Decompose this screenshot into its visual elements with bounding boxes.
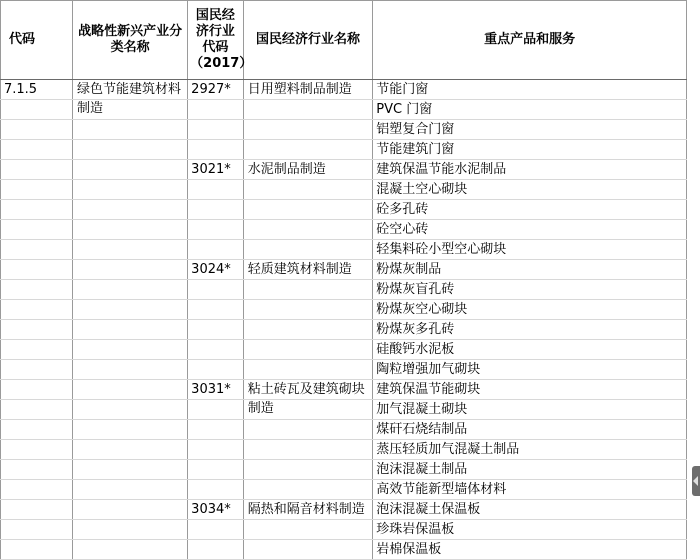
table-row: [1, 460, 687, 480]
cell-gb-code[interactable]: [188, 180, 244, 200]
table-row: [1, 120, 687, 140]
cell-gb-name[interactable]: [243, 100, 373, 120]
cell-category[interactable]: [72, 540, 187, 560]
cell-product[interactable]: 煤矸石烧结制品: [373, 420, 687, 440]
wrapped-cell-text: 粘土砖瓦及建筑砌块制造: [247, 382, 365, 416]
cell-product[interactable]: 陶粒增强加气砌块: [373, 360, 687, 380]
cell-gb-name[interactable]: [243, 440, 373, 460]
cell-gb-code[interactable]: 3024*: [188, 260, 244, 280]
cell-gb-name[interactable]: [243, 80, 373, 100]
cell-code[interactable]: [1, 380, 73, 400]
table-row: [1, 440, 687, 460]
cell-gb-name[interactable]: [243, 540, 373, 560]
cell-gb-code[interactable]: [188, 420, 244, 440]
cell-code[interactable]: 7.1.5: [1, 80, 73, 100]
header-industry-name[interactable]: 战略性新兴产业分类名称: [72, 1, 187, 80]
cell-gb-code[interactable]: 2927*: [188, 80, 244, 100]
cell-product[interactable]: 节能门窗: [373, 80, 687, 100]
cell-category[interactable]: [72, 160, 187, 180]
cell-gb-name[interactable]: [243, 320, 373, 340]
cell-code[interactable]: [1, 340, 73, 360]
cell-code[interactable]: [1, 540, 73, 560]
table-row: [1, 500, 687, 520]
cell-code[interactable]: [1, 180, 73, 200]
cell-category[interactable]: [72, 220, 187, 240]
cell-product[interactable]: 粉煤灰盲孔砖: [373, 280, 687, 300]
table-row: [1, 160, 687, 180]
cell-gb-name[interactable]: [243, 220, 373, 240]
cell-product[interactable]: 轻集料砼小型空心砌块: [373, 240, 687, 260]
cell-gb-code[interactable]: [188, 100, 244, 120]
wrapped-cell-text: 轻质建筑材料制造: [247, 262, 352, 277]
cell-gb-code[interactable]: 3021*: [188, 160, 244, 180]
cell-product[interactable]: 混凝土空心砌块: [373, 180, 687, 200]
table-row: [1, 280, 687, 300]
cell-gb-code[interactable]: [188, 240, 244, 260]
cell-gb-code[interactable]: 3034*: [188, 500, 244, 520]
cell-gb-name[interactable]: [243, 420, 373, 440]
cell-gb-code[interactable]: [188, 440, 244, 460]
cell-category[interactable]: [72, 340, 187, 360]
cell-category[interactable]: [72, 120, 187, 140]
table-body: [1, 80, 687, 560]
cell-product[interactable]: 砼空心砖: [373, 220, 687, 240]
cell-gb-code[interactable]: [188, 460, 244, 480]
table-row: [1, 420, 687, 440]
chevron-left-icon: [693, 476, 698, 486]
cell-gb-name[interactable]: [243, 280, 373, 300]
table-row: [1, 300, 687, 320]
cell-gb-code[interactable]: [188, 140, 244, 160]
wrapped-cell-text: 日用塑料制品制造: [247, 82, 352, 97]
cell-product[interactable]: 粉煤灰空心砌块: [373, 300, 687, 320]
cell-gb-code[interactable]: [188, 320, 244, 340]
cell-product[interactable]: 泡沫混凝土保温板: [373, 500, 687, 520]
cell-product[interactable]: 高效节能新型墙体材料: [373, 480, 687, 500]
cell-gb-code[interactable]: [188, 280, 244, 300]
cell-category[interactable]: [72, 200, 187, 220]
cell-category[interactable]: [72, 360, 187, 380]
table-row: [1, 360, 687, 380]
cell-gb-code[interactable]: [188, 360, 244, 380]
cell-product[interactable]: 建筑保温节能砌块: [373, 380, 687, 400]
table-row: [1, 260, 687, 280]
cell-gb-code[interactable]: [188, 200, 244, 220]
cell-code[interactable]: [1, 140, 73, 160]
cell-code[interactable]: [1, 400, 73, 420]
cell-product[interactable]: 蒸压轻质加气混凝土制品: [373, 440, 687, 460]
cell-gb-name[interactable]: [243, 480, 373, 500]
cell-category[interactable]: [72, 380, 187, 400]
cell-code[interactable]: [1, 160, 73, 180]
cell-product[interactable]: PVC 门窗: [373, 100, 687, 120]
cell-product[interactable]: 加气混凝土砌块: [373, 400, 687, 420]
wrapped-cell-text: 隔热和隔音材料制造: [247, 502, 365, 517]
cell-code[interactable]: [1, 320, 73, 340]
cell-category[interactable]: [72, 240, 187, 260]
table-row: [1, 220, 687, 240]
cell-product[interactable]: 砼多孔砖: [373, 200, 687, 220]
cell-code[interactable]: [1, 120, 73, 140]
table-row: [1, 340, 687, 360]
table-row: [1, 180, 687, 200]
cell-code[interactable]: [1, 300, 73, 320]
cell-gb-name[interactable]: [243, 180, 373, 200]
cell-code[interactable]: [1, 220, 73, 240]
cell-gb-code[interactable]: [188, 540, 244, 560]
header-gb-name[interactable]: 国民经济行业名称: [243, 1, 373, 80]
cell-gb-name[interactable]: [243, 460, 373, 480]
table-row: [1, 540, 687, 560]
cell-category[interactable]: [72, 460, 187, 480]
cell-gb-name[interactable]: [243, 260, 373, 280]
cell-gb-name[interactable]: [243, 340, 373, 360]
cell-category[interactable]: [72, 520, 187, 540]
cell-category[interactable]: [72, 80, 187, 116]
cell-category[interactable]: [72, 400, 187, 420]
cell-gb-code[interactable]: [188, 400, 244, 420]
cell-gb-name[interactable]: [243, 500, 373, 520]
cell-code[interactable]: [1, 500, 73, 520]
header-row: [1, 1, 687, 80]
table-row: [1, 520, 687, 540]
cell-category[interactable]: [72, 480, 187, 500]
cell-code[interactable]: [1, 480, 73, 500]
cell-code[interactable]: [1, 280, 73, 300]
header-products[interactable]: 重点产品和服务: [373, 1, 687, 80]
table-row: [1, 200, 687, 220]
cell-gb-name[interactable]: [243, 160, 373, 180]
wrapped-cell-text: 水泥制品制造: [247, 162, 326, 177]
cell-gb-name[interactable]: [243, 200, 373, 220]
table-row: [1, 380, 687, 400]
cell-product[interactable]: 岩棉保温板: [373, 540, 687, 560]
cell-category[interactable]: [72, 260, 187, 280]
cell-gb-code[interactable]: [188, 340, 244, 360]
cell-code[interactable]: [1, 260, 73, 280]
cell-product[interactable]: 节能建筑门窗: [373, 140, 687, 160]
table-row: [1, 320, 687, 340]
cell-product[interactable]: 粉煤灰多孔砖: [373, 320, 687, 340]
cell-gb-name[interactable]: [243, 120, 373, 140]
cell-product[interactable]: 建筑保温节能水泥制品: [373, 160, 687, 180]
table-row: [1, 480, 687, 500]
table-row: [1, 140, 687, 160]
cell-product[interactable]: 硅酸钙水泥板: [373, 340, 687, 360]
cell-gb-name[interactable]: [243, 240, 373, 260]
cell-gb-code[interactable]: [188, 300, 244, 320]
cell-code[interactable]: [1, 200, 73, 220]
cell-category[interactable]: [72, 440, 187, 460]
cell-gb-code[interactable]: [188, 520, 244, 540]
cell-product[interactable]: 铝塑复合门窗: [373, 120, 687, 140]
table-row: [1, 240, 687, 260]
cell-gb-name[interactable]: [243, 140, 373, 160]
header-code[interactable]: 代码: [1, 1, 73, 80]
cell-code[interactable]: [1, 360, 73, 380]
cell-category[interactable]: [72, 500, 187, 520]
cell-category[interactable]: [72, 320, 187, 340]
cell-code[interactable]: [1, 240, 73, 260]
cell-code[interactable]: [1, 460, 73, 480]
cell-gb-name[interactable]: [243, 520, 373, 540]
cell-code[interactable]: [1, 520, 73, 540]
cell-gb-name[interactable]: [243, 300, 373, 320]
side-panel-toggle[interactable]: [692, 466, 700, 496]
cell-gb-code[interactable]: [188, 120, 244, 140]
cell-code[interactable]: [1, 420, 73, 440]
cell-code[interactable]: [1, 440, 73, 460]
cell-gb-name[interactable]: [243, 360, 373, 380]
cell-category[interactable]: [72, 300, 187, 320]
cell-product[interactable]: 泡沫混凝土制品: [373, 460, 687, 480]
cell-gb-code[interactable]: 3031*: [188, 380, 244, 400]
cell-code[interactable]: [1, 100, 73, 120]
cell-category[interactable]: [72, 280, 187, 300]
cell-gb-code[interactable]: [188, 480, 244, 500]
cell-product[interactable]: 珍珠岩保温板: [373, 520, 687, 540]
cell-category[interactable]: [72, 140, 187, 160]
cell-gb-name[interactable]: [243, 380, 373, 416]
cell-product[interactable]: 粉煤灰制品: [373, 260, 687, 280]
table-row: [1, 80, 687, 100]
cell-gb-code[interactable]: [188, 220, 244, 240]
wrapped-cell-text: 绿色节能建筑材料制造: [76, 82, 181, 116]
header-gb-code[interactable]: 国民经济行业代码（2017）: [188, 1, 244, 80]
cell-category[interactable]: [72, 180, 187, 200]
cell-category[interactable]: [72, 420, 187, 440]
